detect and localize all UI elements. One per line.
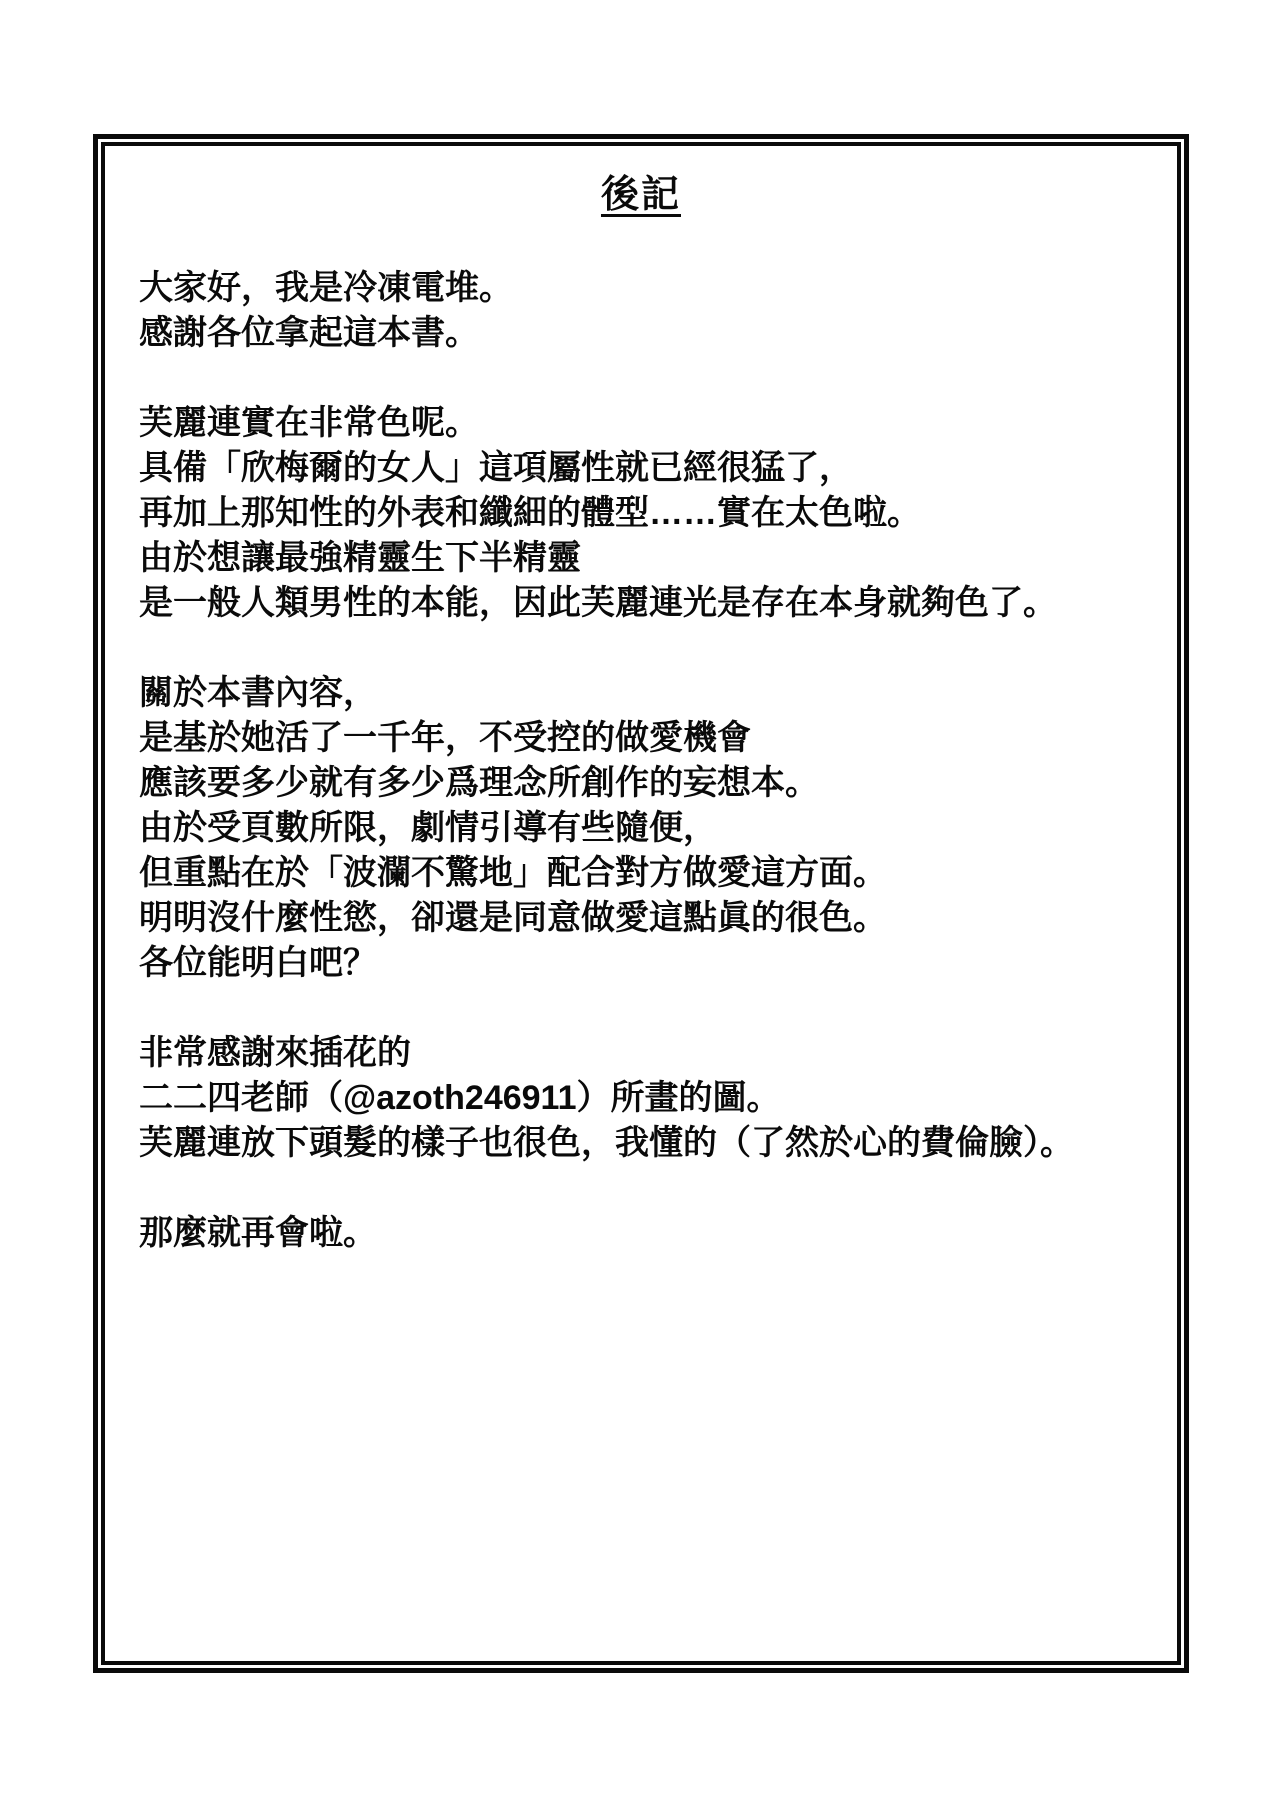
text-line: 具備「欣梅爾的女人」這項屬性就已經很猛了， [139,449,853,487]
text-line: 再加上那知性的外表和纖細的體型……實在太色啦。 [139,494,921,532]
text-line: 由於想讓最強精靈生下半精靈 [139,539,581,577]
text-line: 大家好，我是冷凍電堆。 [139,269,513,307]
text-line: 各位能明白吧？ [139,944,377,982]
text-line: 非常感謝來插花的 [139,1034,411,1072]
text-line: 但重點在於「波瀾不驚地」配合對方做愛這方面。 [139,854,887,892]
text-line: 二二四老師（@azoth246911）所畫的圖。 [139,1079,781,1117]
paragraph [139,401,1157,626]
text-line: 關於本書內容， [139,674,377,712]
paragraph [139,1211,1157,1256]
page-title: 後記 [600,174,681,216]
page-border-frame [93,134,1189,1673]
text-line: 由於受頁數所限，劇情引導有些隨便， [139,809,717,847]
text-line: 明明沒什麼性慾，卻還是同意做愛這點眞的很色。 [139,899,887,937]
text-line: 感謝各位拿起這本書。 [139,314,479,352]
text-line: 芙麗連實在非常色呢。 [139,404,479,442]
text-line: 芙麗連放下頭髮的樣子也很色，我懂的（了然於心的費倫臉）。 [139,1124,1074,1162]
afterword-text [105,266,1177,1256]
paragraph [139,1031,1157,1166]
paragraph [139,266,1157,356]
text-line: 那麼就再會啦。 [139,1214,377,1252]
text-line: 應該要多少就有多少爲理念所創作的妄想本。 [139,764,819,802]
text-line: 是一般人類男性的本能，因此芙麗連光是存在本身就夠色了。 [139,584,1057,622]
text-line: 是基於她活了一千年，不受控的做愛機會 [139,719,751,757]
page-border-inner [101,142,1181,1665]
paragraph [139,671,1157,986]
